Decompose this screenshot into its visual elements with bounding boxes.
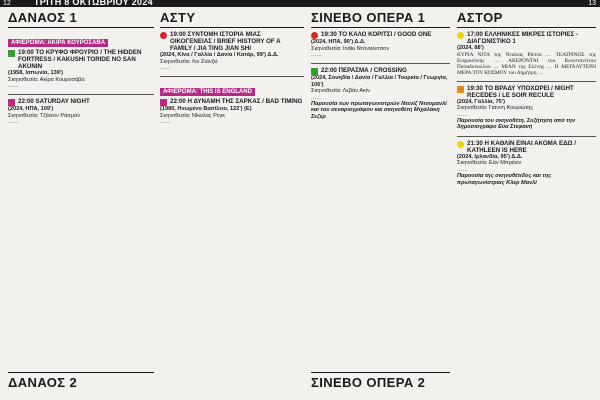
tribute-label: ΑΦΙΕΡΩΜΑ: ΑΚΙΡΑ ΚΟΥΡΟΣΑΒΑ bbox=[8, 39, 108, 47]
guest-presence-note: Παρουσία της σκηνοθέτιδος και της πρωταγωνίστριας Κλερ Μανλί bbox=[457, 173, 552, 186]
film-director: Σκηνοθεσία: Λιν Ζιανζιέ bbox=[160, 58, 218, 65]
section-marker-icon bbox=[457, 32, 464, 39]
film-description: …… bbox=[311, 52, 322, 58]
film-meta: (2024, ΗΠΑ, 90') Δ.Δ. bbox=[311, 39, 366, 45]
column-danaos-1 bbox=[8, 10, 154, 396]
venue-heading: ΑΣΤΟΡ bbox=[457, 10, 596, 28]
film-title: 19:00 ΤΟ ΚΡΥΦΟ ΦΡΟΥΡΙΟ / THE HIDDEN FORTRESS / KAKUSHI TORIDE NO SAN AKUNIN bbox=[18, 49, 142, 70]
film-director: Σκηνοθεσία: Τζέισον Ράιτμαν bbox=[8, 112, 81, 119]
film-title: 22:00 Η ΔΥΝΑΜΗ ΤΗΣ ΣΑΡΚΑΣ / BAD TIMING bbox=[170, 98, 303, 106]
section-marker-icon bbox=[160, 99, 167, 106]
film-meta: (2024, Σουηδία / Δανία / Γαλλία / Τουρκία / Γεωργία, 106') bbox=[311, 75, 448, 88]
film-title: 22:00 ΠΕΡΑΣΜΑ / CROSSING bbox=[321, 67, 407, 75]
film-meta: (1980, Ηνωμένο Βασίλειο, 122') (Ε) bbox=[160, 106, 252, 113]
divider bbox=[311, 63, 450, 64]
film-entry bbox=[311, 31, 450, 58]
film-director: Σκηνοθεσία: Εάν Μπρέκιν bbox=[457, 160, 522, 167]
film-entry bbox=[8, 98, 154, 125]
page-number-right: 13 bbox=[588, 0, 596, 7]
film-description: …… bbox=[8, 83, 19, 89]
film-director: Σκηνοθεσία: Λεβάν Ακίν bbox=[311, 88, 370, 95]
film-director: Σκηνοθεσία: Γιάννη Κουμιώτης bbox=[457, 105, 534, 112]
film-entry bbox=[160, 80, 304, 125]
film-title: 22:00 SATURDAY NIGHT bbox=[18, 98, 90, 106]
section-marker-icon bbox=[311, 32, 318, 39]
film-description: …… bbox=[311, 94, 322, 101]
film-description: …… bbox=[457, 166, 468, 173]
divider bbox=[160, 76, 304, 77]
film-meta: (2024, Κίνα / Γαλλία / Δανία / Κατάρ, 99') Δ.Δ. bbox=[160, 52, 279, 58]
guest-presence-note: Παρουσία του σκηνοθέτη. Συζήτηση από την δημοσιογράφο Εύα Στεφανή bbox=[457, 117, 576, 131]
section-marker-icon bbox=[8, 99, 15, 106]
film-description: …… bbox=[160, 119, 171, 126]
film-description: …… bbox=[457, 111, 468, 118]
film-meta: (2024, Ιρλανδία, 95') Δ.Δ. bbox=[457, 153, 523, 160]
venue-heading: ΣΙΝΕΒΟ ΟΠΕΡΑ 1 bbox=[311, 10, 450, 28]
film-title: 19:30 ΤΟ ΒΡΑΔΥ ΥΠΟΧΩΡΕΙ / NIGHT RECEDES / LE SOIR RECULE bbox=[467, 84, 574, 99]
section-marker-icon bbox=[457, 141, 464, 148]
film-title: 19:30 ΤΟ ΚΑΛΟ ΚΟΡΙΤΣΙ / GOOD ONE bbox=[321, 31, 432, 38]
guest-presence-note: Παρουσία των πρωταγωνιστριών Ντενίζ Ντουμανλί και του σεναριογράφου και σκηνοθέτη Μιχαλάκη Σεζέρ bbox=[311, 100, 447, 120]
film-entry bbox=[8, 31, 154, 89]
page-header-bar bbox=[0, 0, 600, 7]
film-director: Σκηνοθεσία: Ακίρα Κουροσάβα bbox=[8, 76, 85, 83]
film-title: 21:30 Η ΚΑΘΛΙΝ ΕΙΝΑΙ ΑΚΟΜΑ ΕΔΩ / KATHLEEN IS HERE bbox=[467, 139, 576, 154]
film-meta: (2024, Γαλλία, 75') bbox=[457, 98, 505, 105]
film-entry bbox=[457, 31, 596, 76]
film-title: 17:00 ΕΛΛΗΝΙΚΕΣ ΜΙΚΡΕΣ ΙΣΤΟΡΙΕΣ - ΔΙΑΓΩΝΙΣΤΙΚΟ 1 bbox=[467, 31, 579, 45]
film-description: ΚΥΡΙΑ ΝΙΤΑ της Ντιάνας Ράππα … ΤΕΑΤΡΙΝΟΣ της Εύφροσύνης … ΑΚΕΡΟΝΤΑΙ του Κωνσταντίνου Παπαδοπούλου … ΜΙΑΝ της Ελένης … Η ΜΕΓΑΛΥΤΕΡΗ ΜΕΡΑ ΤΟΥ ΚΟΣΜΟΥ του Δημήτρη … bbox=[457, 51, 596, 76]
page-date: ΤΡΙΤΗ 8 ΟΚΤΩΒΡΙΟΥ 2024 bbox=[34, 0, 153, 7]
venue-heading-footer: ΣΙΝΕΒΟ ΟΠΕΡΑ 2 bbox=[311, 372, 450, 390]
section-marker-icon bbox=[457, 86, 464, 93]
divider bbox=[8, 94, 154, 95]
divider bbox=[457, 136, 596, 137]
venue-heading: ΑΣΤΥ bbox=[160, 10, 304, 28]
film-description: …… bbox=[8, 119, 19, 126]
divider bbox=[457, 81, 596, 82]
film-description: …… bbox=[160, 65, 171, 71]
page-number-left: 12 bbox=[3, 0, 11, 7]
film-director: Σκηνοθεσία: India Ντόναλντσον bbox=[311, 45, 390, 52]
film-meta: (1958, Ιαπωνία, 139') bbox=[8, 70, 63, 76]
column-asty bbox=[160, 10, 304, 396]
film-entry bbox=[311, 67, 450, 120]
section-marker-icon bbox=[311, 68, 318, 75]
film-meta: (2024, 88') bbox=[457, 45, 484, 51]
film-entry bbox=[457, 140, 596, 186]
venue-heading-footer: ΔΑΝΑΟΣ 2 bbox=[8, 372, 154, 390]
film-entry bbox=[160, 31, 304, 71]
venue-heading: ΔΑΝΑΟΣ 1 bbox=[8, 10, 154, 28]
section-marker-icon bbox=[160, 32, 167, 39]
film-meta: (2024, ΗΠΑ, 109') bbox=[8, 106, 54, 113]
film-title: 19:00 ΣΥΝΤΟΜΗ ΙΣΤΟΡΙΑ ΜΙΑΣ ΟΙΚΟΓΕΝΕΙΑΣ / BRIEF HISTORY OF A FAMILY / JIA TING JIAN SHI bbox=[170, 31, 281, 52]
column-cinebo-opera-1 bbox=[311, 10, 450, 396]
column-astor bbox=[457, 10, 596, 396]
film-entry bbox=[457, 85, 596, 131]
tribute-label: ΑΦΙΕΡΩΜΑ: THIS IS ENGLAND bbox=[160, 88, 255, 96]
section-marker-icon bbox=[8, 50, 15, 57]
film-director: Σκηνοθεσία: Νίκολας Ρεγκ bbox=[160, 112, 225, 119]
